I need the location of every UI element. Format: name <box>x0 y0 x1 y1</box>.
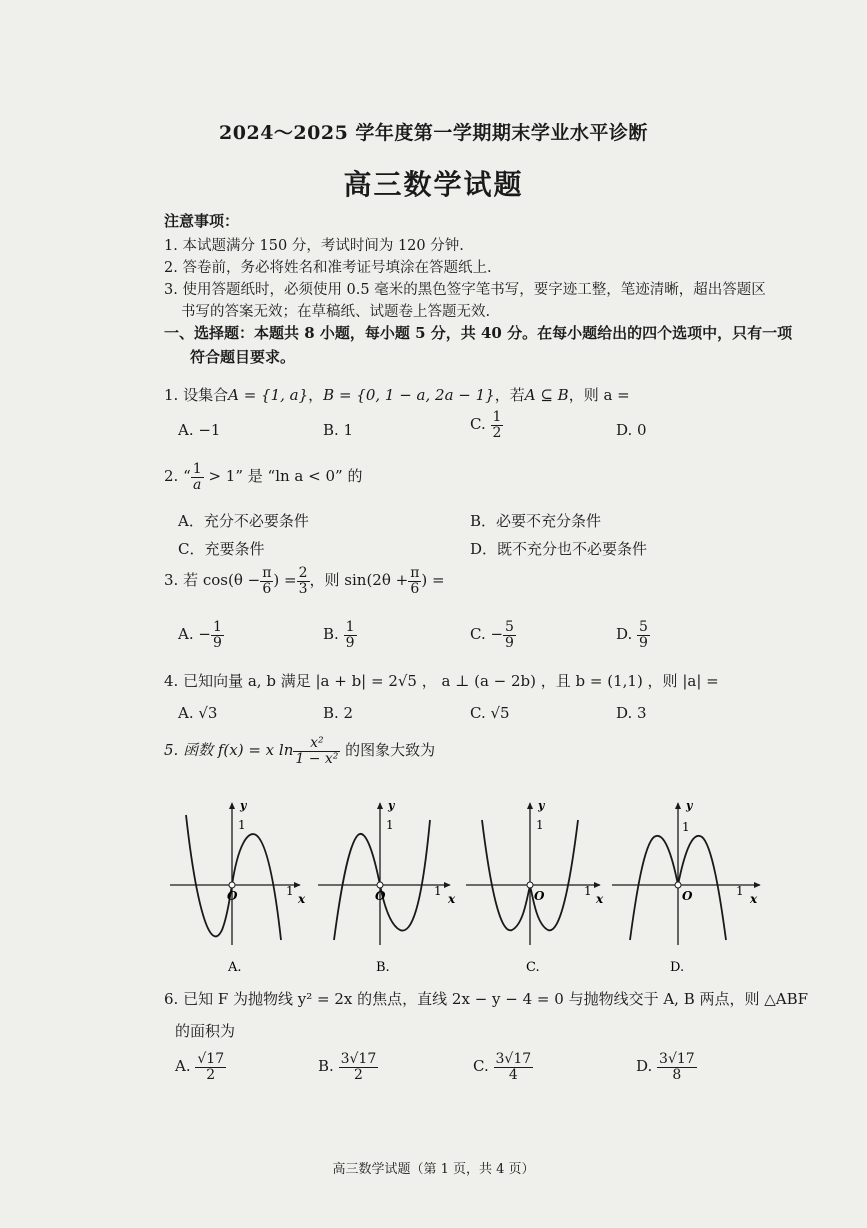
q1-option-c <box>470 410 503 440</box>
graph-b-label: B. <box>376 960 390 975</box>
graph-d <box>612 799 760 975</box>
y-label: y <box>240 799 247 812</box>
q3-eq: ) = <box>273 571 297 590</box>
origin-hole <box>377 882 383 888</box>
fraction-numerator: 1 <box>345 619 355 635</box>
question-6: 6. 已知 F 为抛物线 y² = 2x 的焦点，直线 2x − y − 4 = 0 与抛物线交于 A, B 两点，则 △ABF <box>164 990 809 1008</box>
curve <box>334 820 430 940</box>
fraction-numerator: π <box>262 565 272 581</box>
fraction-denominator: 9 <box>212 634 222 651</box>
q1-set-a: A = {1, a} <box>228 386 309 404</box>
x-one: 1 <box>286 884 294 898</box>
fraction-numerator: 1 <box>492 409 502 425</box>
origin-label: O <box>682 889 693 903</box>
fraction-numerator: 1 <box>192 461 202 477</box>
q1-option-b: B. 1 <box>323 421 354 439</box>
q6-option-d-fraction <box>657 1052 697 1082</box>
x-one: 1 <box>584 884 592 898</box>
q3-option-b-fraction <box>344 620 357 650</box>
q6-option-c-label: C. <box>473 1057 489 1076</box>
q6-option-a <box>175 1052 226 1082</box>
q3-pre: 3. 若 cos(θ − <box>164 571 261 590</box>
origin-label: O <box>227 889 238 903</box>
notice-heading: 注意事项： <box>164 212 240 230</box>
q6-option-d <box>636 1052 697 1082</box>
q6-option-b-fraction <box>339 1052 379 1082</box>
q1-set-b: B = {0, 1 − a, 2a − 1} <box>323 386 495 404</box>
fraction-denominator: 2 <box>353 1066 363 1083</box>
fraction-numerator: 3√17 <box>659 1051 695 1067</box>
question-3 <box>164 566 445 596</box>
q6-option-a-label: A. <box>175 1057 191 1076</box>
q2-option-b: B．必要不充分条件 <box>470 512 602 530</box>
x-one: 1 <box>434 884 442 898</box>
graph-b <box>318 799 456 975</box>
q3-option-a-label: A. − <box>178 625 211 644</box>
q3-option-c-fraction <box>503 620 516 650</box>
y-one: 1 <box>682 820 690 834</box>
fraction-numerator: π <box>410 565 420 581</box>
q6-option-b-label: B. <box>318 1057 334 1076</box>
q3-two-thirds <box>297 566 310 596</box>
x-one: 1 <box>736 884 744 898</box>
fraction-numerator: 3√17 <box>340 1051 377 1067</box>
graph-a <box>170 799 306 975</box>
question-1 <box>164 384 630 405</box>
q5-graphs <box>160 795 770 980</box>
q6-option-c <box>473 1052 533 1082</box>
q3-option-c <box>470 620 516 650</box>
fraction-denominator: 9 <box>639 634 648 651</box>
origin-hole <box>527 882 533 888</box>
q5-post: 的图象大致为 <box>340 741 436 760</box>
fraction-denominator: 8 <box>672 1066 682 1083</box>
fraction-denominator: 3 <box>298 580 308 597</box>
notice-item-2: 2. 答卷前，务必将姓名和准考证号填涂在答题纸上. <box>164 260 492 276</box>
q6-option-c-fraction <box>494 1052 534 1082</box>
q3-option-b <box>323 620 357 650</box>
x-label: x <box>298 892 306 906</box>
notice-item-1: 1. 本试题满分 150 分，考试时间为 120 分钟. <box>164 238 464 254</box>
q3-option-d <box>616 620 650 650</box>
curve <box>186 815 281 940</box>
fraction-numerator: 1 <box>212 619 222 635</box>
q4-option-c: C. √5 <box>470 704 510 722</box>
q1-condition: A ⊆ B <box>524 386 569 404</box>
q2-option-a: A．充分不必要条件 <box>178 512 309 530</box>
q3-pi-over-6 <box>260 566 273 596</box>
question-2 <box>164 462 362 492</box>
q2-option-c: C．充要条件 <box>178 540 265 558</box>
q3-option-d-label: D. <box>616 625 633 644</box>
page-footer: 高三数学试题（第 1 页，共 4 页） <box>332 1162 535 1177</box>
question-4: 4. 已知向量 a, b 满足 |a + b| = 2√5 ， a ⊥ (a − 2b) ，且 b = (1,1) ，则 |a| = <box>164 672 719 690</box>
fraction-denominator: a <box>193 476 202 493</box>
origin-hole <box>229 882 235 888</box>
fraction-denominator: 9 <box>345 634 355 651</box>
graph-c <box>466 799 604 975</box>
q6-option-b <box>318 1052 378 1082</box>
origin-label: O <box>534 889 545 903</box>
graph-d-label: D. <box>670 960 685 975</box>
fraction-numerator: 3√17 <box>495 1051 532 1067</box>
q1-option-d: D. 0 <box>616 421 647 439</box>
fraction-numerator: √17 <box>197 1051 225 1067</box>
y-label: y <box>686 799 693 812</box>
q3-end: ) = <box>421 571 445 590</box>
q4-option-d: D. 3 <box>616 704 647 722</box>
origin-hole <box>675 882 681 888</box>
q3-mid: ，则 sin(2θ + <box>309 571 409 590</box>
fraction-denominator: 6 <box>262 580 272 597</box>
q5-pre: 5. 函数 f(x) = x ln <box>164 741 294 760</box>
graph-c-label: C. <box>526 960 540 975</box>
exam-title-line1: 2024～2025 学年度第一学期期末学业水平诊断 <box>219 122 648 144</box>
fraction-denominator: 1 − x² <box>295 750 339 767</box>
q1-option-c-label: C. <box>470 415 486 434</box>
q3-option-b-label: B. <box>323 625 339 644</box>
graph-a-label: A. <box>228 960 242 975</box>
q1-cond-pre: ，若 <box>494 386 525 404</box>
fraction-numerator: x² <box>293 736 340 752</box>
y-label: y <box>538 799 545 812</box>
question-5 <box>164 736 435 766</box>
q1-option-c-fraction <box>491 410 504 440</box>
q4-option-b: B. 2 <box>323 704 354 722</box>
notice-item-3: 3. 使用答题纸时，必须使用 0.5 毫米的黑色签字笔书写，要字迹工整，笔迹清晰，超出答题区 <box>164 282 766 298</box>
q3-option-d-fraction <box>637 620 650 650</box>
q2-fraction <box>191 462 204 492</box>
q6-option-a-fraction <box>195 1052 226 1082</box>
fraction-denominator: 6 <box>410 580 420 597</box>
fraction-denominator: 2 <box>206 1066 216 1083</box>
q4-option-a: A. √3 <box>178 704 218 722</box>
section-heading-cont: 符合题目要求。 <box>190 348 296 366</box>
y-one: 1 <box>386 818 394 832</box>
y-one: 1 <box>238 818 246 832</box>
q2-text: > 1” 是 “ln a < 0” 的 <box>203 467 363 486</box>
y-one: 1 <box>536 818 544 832</box>
section-heading: 一、选择题：本题共 8 小题，每小题 5 分，共 40 分。在每小题给出的四个选项中，只有一项 <box>164 324 793 342</box>
q1-ask: ，则 a = <box>568 386 630 404</box>
q3-pi-over-6-b <box>408 566 421 596</box>
q6-option-d-label: D. <box>636 1057 653 1076</box>
q5-fraction <box>293 736 340 766</box>
q1-sep: ， <box>308 386 324 404</box>
exam-title-main: 高三数学试题 <box>343 168 524 201</box>
q3-option-c-label: C. − <box>470 625 504 644</box>
question-6-cont: 的面积为 <box>175 1022 236 1040</box>
q1-prefix: 1. 设集合 <box>164 386 229 404</box>
origin-label: O <box>375 889 386 903</box>
fraction-denominator: 4 <box>508 1066 518 1083</box>
q2-option-d: D．既不充分也不必要条件 <box>470 540 648 558</box>
q1-option-a: A. −1 <box>178 421 221 439</box>
x-label: x <box>750 892 758 906</box>
fraction-numerator: 2 <box>298 565 308 581</box>
q3-option-a <box>178 620 224 650</box>
x-label: x <box>448 892 456 906</box>
x-label: x <box>596 892 604 906</box>
fraction-denominator: 2 <box>492 424 502 441</box>
q3-option-a-fraction <box>211 620 224 650</box>
fraction-numerator: 5 <box>505 619 514 635</box>
fraction-numerator: 5 <box>639 619 648 635</box>
fraction-denominator: 9 <box>505 634 514 651</box>
notice-item-3-cont: 书写的答案无效；在草稿纸、试题卷上答题无效. <box>181 304 491 320</box>
q2-prefix: 2. “ <box>164 467 191 486</box>
y-label: y <box>388 799 395 812</box>
